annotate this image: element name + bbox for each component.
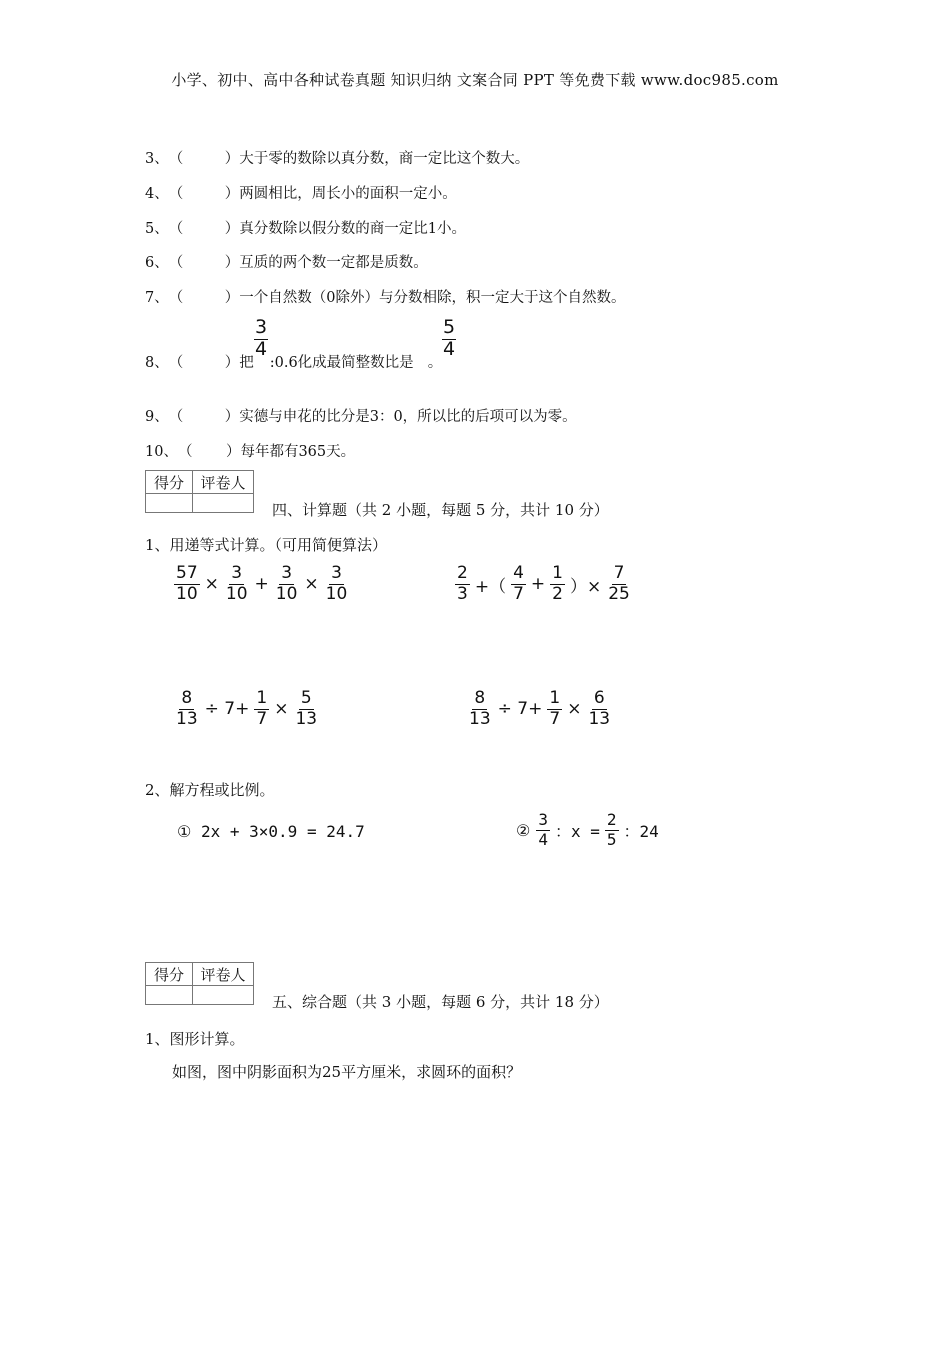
section-5-question-1: 1、图形计算。	[145, 1030, 245, 1048]
page-header: 小学、初中、高中各种试卷真题 知识归纳 文案合同 PPT 等免费下载 www.doc985.com	[171, 71, 779, 89]
calc-expression-2: $\frac{2}{3}$ +（ $\frac{4}{7}$ + $\frac{1}{2}$ ）× $\frac{7}{25}$	[457, 563, 630, 604]
calc-expression-4: $\frac{8}{13}$ ÷ 7+ $\frac{1}{7}$ × $\frac{6}{13}$	[469, 688, 611, 729]
judge-item-4: 4、（ ）两圆相比，周长小的面积一定小。	[145, 186, 457, 202]
judge-item-6: 6、（ ）互质的两个数一定都是质数。	[145, 255, 428, 271]
score-label: 得分	[146, 471, 193, 494]
item8-fraction-2: 5 4	[443, 316, 456, 360]
grader-cell[interactable]	[193, 986, 254, 1005]
judge-item-10: 10、（ ）每年都有365天。	[145, 444, 356, 460]
score-label: 得分	[146, 963, 193, 986]
judge-item-7: 7、（ ）一个自然数（0除外）与分数相除，积一定大于这个自然数。	[145, 290, 626, 306]
equation-1: ① 2x + 3×0.9 = 24.7	[177, 822, 365, 841]
score-cell[interactable]	[146, 494, 193, 513]
section-5-question-1-text: 如图，图中阴影面积为25平方厘米，求圆环的面积？	[172, 1063, 522, 1081]
item8-fraction-1: 3 4	[255, 316, 268, 360]
section-4-question-2: 2、解方程或比例。	[145, 781, 275, 799]
score-box-section-5	[145, 962, 254, 1005]
grader-label: 评卷人	[193, 963, 254, 986]
grader-label: 评卷人	[193, 471, 254, 494]
calc-expression-1: $\frac{57}{10}$ × $\frac{3}{10}$ + $\frac{3}{10}$ × $\frac{3}{10}$	[176, 563, 348, 604]
grader-cell[interactable]	[193, 494, 254, 513]
section-5-title: 五、综合题（共 3 小题，每题 6 分，共计 18 分）	[272, 993, 609, 1011]
equation-2: ② $\frac{3}{4}$ ：x = $\frac{2}{5}$ ：24	[516, 810, 659, 849]
section-4-title: 四、计算题（共 2 小题，每题 5 分，共计 10 分）	[272, 501, 609, 519]
section-4-question-1: 1、用递等式计算。（可用简便算法）	[145, 536, 388, 554]
judge-item-8: 8、（ ）把 :0.6化成最简整数比是 。	[145, 355, 443, 371]
judge-item-5: 5、（ ）真分数除以假分数的商一定比1小。	[145, 221, 466, 237]
judge-item-9: 9、（ ）实德与申花的比分是3：0，所以比的后项可以为零。	[145, 409, 577, 425]
score-cell[interactable]	[146, 986, 193, 1005]
judge-item-3: 3、（ ）大于零的数除以真分数，商一定比这个数大。	[145, 151, 530, 167]
calc-expression-3: $\frac{8}{13}$ ÷ 7+ $\frac{1}{7}$ × $\frac{5}{13}$	[176, 688, 318, 729]
score-box-section-4	[145, 470, 254, 513]
